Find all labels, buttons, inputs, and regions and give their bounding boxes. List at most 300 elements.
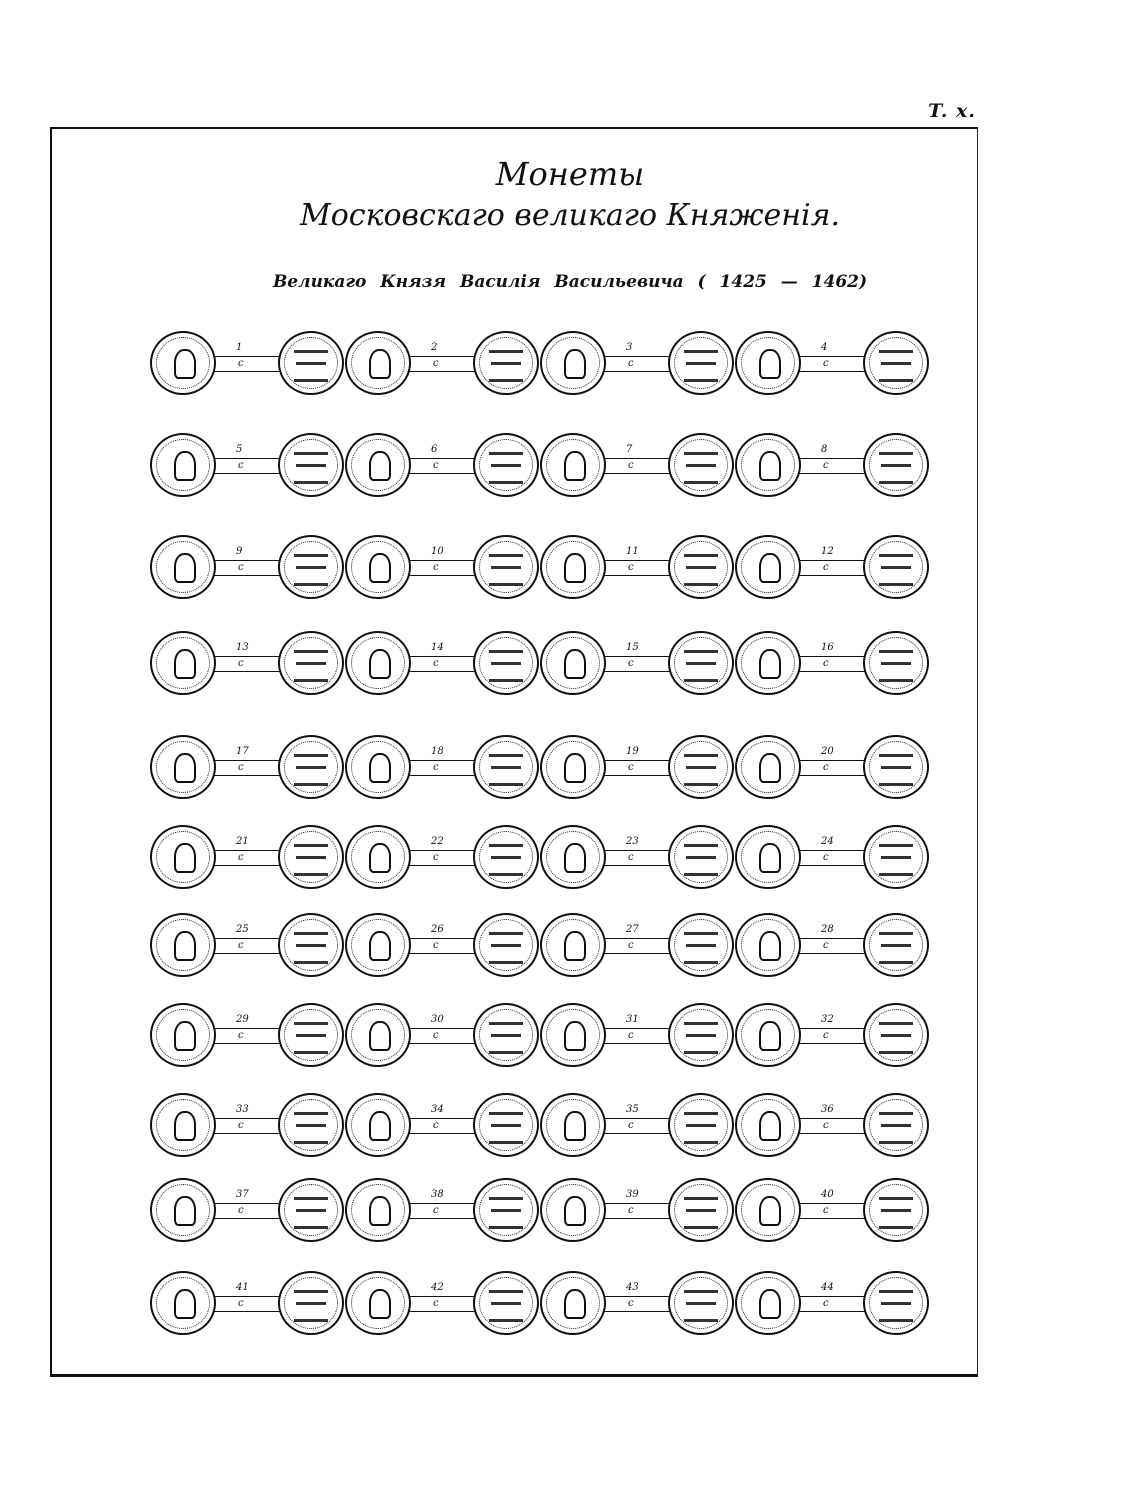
coin-obverse (540, 735, 606, 799)
rider-figure-icon (759, 349, 781, 379)
coin-reverse (473, 1178, 539, 1242)
coin-mark: c (823, 1205, 829, 1216)
coin-pair (540, 522, 740, 612)
coin-pair (150, 1080, 350, 1170)
coin-number: 19 (626, 746, 639, 757)
coin-mark: c (823, 562, 829, 573)
coin-number: 35 (626, 1104, 639, 1115)
coin-reverse (473, 631, 539, 695)
coin-pair (540, 812, 740, 902)
rider-figure-icon (564, 1196, 586, 1226)
coin-mark: c (823, 460, 829, 471)
coin-pair (345, 900, 545, 990)
coin-mark: c (433, 1298, 439, 1309)
rider-figure-icon (564, 1021, 586, 1051)
coin-reverse (668, 825, 734, 889)
inscription-lines-icon (489, 452, 523, 484)
coin-pair (345, 1165, 545, 1255)
coin-reverse (668, 433, 734, 497)
rider-figure-icon (369, 1111, 391, 1141)
coin-mark: c (823, 1298, 829, 1309)
coin-pair (150, 1258, 350, 1348)
coin-pair (540, 900, 740, 990)
coin-reverse (863, 1093, 929, 1157)
coin-link-bar (214, 760, 280, 776)
coin-obverse (345, 331, 411, 395)
coin-link-bar (214, 850, 280, 866)
plate-number: T. x. (928, 100, 976, 122)
coin-mark: c (238, 658, 244, 669)
coin-number: 3 (626, 342, 633, 353)
rider-figure-icon (759, 843, 781, 873)
rider-figure-icon (759, 931, 781, 961)
coin-link-bar (799, 760, 865, 776)
coin-mark: c (238, 1030, 244, 1041)
rider-figure-icon (564, 349, 586, 379)
coin-link-bar (604, 458, 670, 474)
inscription-lines-icon (879, 554, 913, 586)
coin-reverse (278, 331, 344, 395)
coin-number: 29 (236, 1014, 249, 1025)
coin-link-bar (409, 760, 475, 776)
coin-obverse (735, 825, 801, 889)
coin-number: 28 (821, 924, 834, 935)
inscription-lines-icon (684, 1197, 718, 1229)
coin-mark: c (433, 1205, 439, 1216)
coin-reverse (863, 1178, 929, 1242)
coin-obverse (150, 825, 216, 889)
coin-reverse (473, 735, 539, 799)
coin-pair (150, 1165, 350, 1255)
coin-link-bar (409, 560, 475, 576)
coin-obverse (150, 1178, 216, 1242)
coin-link-bar (214, 1118, 280, 1134)
inscription-lines-icon (294, 754, 328, 786)
coin-link-bar (799, 1028, 865, 1044)
coin-pair (540, 420, 740, 510)
coin-pair (735, 1080, 935, 1170)
rider-figure-icon (174, 1289, 196, 1319)
coin-pair (345, 1080, 545, 1170)
coin-obverse (345, 825, 411, 889)
rider-figure-icon (759, 1196, 781, 1226)
coin-reverse (863, 1003, 929, 1067)
rider-figure-icon (174, 843, 196, 873)
rider-figure-icon (369, 649, 391, 679)
coin-link-bar (604, 1296, 670, 1312)
coin-number: 9 (236, 546, 243, 557)
coin-mark: c (628, 1298, 634, 1309)
coin-pair (540, 722, 740, 812)
coin-link-bar (799, 1296, 865, 1312)
inscription-lines-icon (684, 1112, 718, 1144)
coin-number: 17 (236, 746, 249, 757)
coin-reverse (473, 331, 539, 395)
coin-mark: c (238, 358, 244, 369)
plate-subtitle: Великаго Князя Василія Васильевича ( 1425 — 1462) (272, 272, 868, 292)
inscription-lines-icon (879, 754, 913, 786)
coin-pair (735, 812, 935, 902)
coin-link-bar (409, 1028, 475, 1044)
coin-reverse (863, 433, 929, 497)
coin-link-bar (799, 458, 865, 474)
coin-obverse (540, 913, 606, 977)
coin-link-bar (214, 938, 280, 954)
rider-figure-icon (564, 451, 586, 481)
inscription-lines-icon (879, 844, 913, 876)
coin-obverse (345, 1093, 411, 1157)
coin-obverse (345, 1178, 411, 1242)
coin-link-bar (799, 1118, 865, 1134)
inscription-lines-icon (684, 554, 718, 586)
coin-number: 10 (431, 546, 444, 557)
coin-link-bar (409, 938, 475, 954)
coin-reverse (863, 535, 929, 599)
coin-reverse (863, 1271, 929, 1335)
coin-reverse (473, 1003, 539, 1067)
coin-pair (345, 722, 545, 812)
coin-number: 38 (431, 1189, 444, 1200)
rider-figure-icon (564, 1289, 586, 1319)
coin-link-bar (409, 1118, 475, 1134)
coin-obverse (345, 535, 411, 599)
inscription-lines-icon (489, 932, 523, 964)
coin-mark: c (238, 562, 244, 573)
rider-figure-icon (759, 451, 781, 481)
coin-reverse (668, 631, 734, 695)
coin-reverse (473, 1271, 539, 1335)
coin-mark: c (433, 1030, 439, 1041)
inscription-lines-icon (684, 932, 718, 964)
coin-number: 12 (821, 546, 834, 557)
inscription-lines-icon (489, 754, 523, 786)
coin-reverse (668, 535, 734, 599)
coin-obverse (150, 631, 216, 695)
inscription-lines-icon (684, 1022, 718, 1054)
coin-pair (150, 618, 350, 708)
plate-title: Монеты (495, 155, 645, 193)
coin-number: 18 (431, 746, 444, 757)
inscription-lines-icon (879, 932, 913, 964)
coin-obverse (150, 433, 216, 497)
coin-obverse (540, 433, 606, 497)
coin-obverse (540, 1093, 606, 1157)
rider-figure-icon (174, 349, 196, 379)
rider-figure-icon (174, 1111, 196, 1141)
rider-figure-icon (174, 753, 196, 783)
coin-obverse (735, 913, 801, 977)
coin-number: 21 (236, 836, 249, 847)
coin-pair (735, 1258, 935, 1348)
coin-obverse (150, 1003, 216, 1067)
coin-number: 22 (431, 836, 444, 847)
coin-number: 34 (431, 1104, 444, 1115)
coin-pair (540, 618, 740, 708)
coin-pair (735, 420, 935, 510)
coin-link-bar (214, 656, 280, 672)
rider-figure-icon (369, 753, 391, 783)
inscription-lines-icon (879, 350, 913, 382)
coin-link-bar (799, 850, 865, 866)
coin-link-bar (604, 1203, 670, 1219)
coin-reverse (863, 631, 929, 695)
rider-figure-icon (759, 649, 781, 679)
coin-pair (345, 420, 545, 510)
coin-reverse (278, 1271, 344, 1335)
coin-reverse (668, 331, 734, 395)
inscription-lines-icon (684, 1290, 718, 1322)
coin-pair (345, 1258, 545, 1348)
inscription-lines-icon (294, 932, 328, 964)
coin-obverse (735, 1093, 801, 1157)
coin-reverse (278, 1093, 344, 1157)
coin-mark: c (823, 358, 829, 369)
coin-number: 1 (236, 342, 243, 353)
rider-figure-icon (369, 931, 391, 961)
rider-figure-icon (564, 931, 586, 961)
inscription-lines-icon (489, 1112, 523, 1144)
coin-obverse (540, 1271, 606, 1335)
coin-number: 23 (626, 836, 639, 847)
inscription-lines-icon (684, 650, 718, 682)
coin-reverse (278, 1003, 344, 1067)
coin-mark: c (433, 852, 439, 863)
coin-pair (735, 318, 935, 408)
coin-obverse (735, 1271, 801, 1335)
coin-mark: c (823, 762, 829, 773)
coin-pair (540, 990, 740, 1080)
inscription-lines-icon (684, 452, 718, 484)
coin-number: 15 (626, 642, 639, 653)
coin-number: 31 (626, 1014, 639, 1025)
coin-mark: c (433, 460, 439, 471)
coin-obverse (540, 331, 606, 395)
coin-mark: c (628, 460, 634, 471)
inscription-lines-icon (684, 844, 718, 876)
coin-number: 14 (431, 642, 444, 653)
inscription-lines-icon (489, 1197, 523, 1229)
coin-mark: c (823, 940, 829, 951)
coin-number: 25 (236, 924, 249, 935)
coin-link-bar (409, 656, 475, 672)
coin-number: 13 (236, 642, 249, 653)
coin-reverse (473, 825, 539, 889)
coin-reverse (668, 735, 734, 799)
coin-pair (150, 318, 350, 408)
rider-figure-icon (174, 931, 196, 961)
coin-obverse (150, 535, 216, 599)
coin-number: 8 (821, 444, 828, 455)
coin-number: 41 (236, 1282, 249, 1293)
rider-figure-icon (564, 553, 586, 583)
coin-obverse (735, 631, 801, 695)
coin-mark: c (823, 658, 829, 669)
coin-obverse (345, 913, 411, 977)
inscription-lines-icon (879, 1022, 913, 1054)
inscription-lines-icon (879, 1112, 913, 1144)
inscription-lines-icon (294, 844, 328, 876)
coin-obverse (540, 1003, 606, 1067)
coin-reverse (863, 825, 929, 889)
coin-reverse (863, 913, 929, 977)
coin-pair (150, 722, 350, 812)
coin-number: 30 (431, 1014, 444, 1025)
coin-obverse (735, 331, 801, 395)
rider-figure-icon (174, 1196, 196, 1226)
coin-number: 4 (821, 342, 828, 353)
coin-reverse (668, 1271, 734, 1335)
coin-obverse (735, 735, 801, 799)
coin-obverse (540, 631, 606, 695)
coin-mark: c (628, 762, 634, 773)
coin-pair (150, 812, 350, 902)
plate-title-line2: Московскаго великаго Княженія. (299, 198, 841, 233)
coin-number: 20 (821, 746, 834, 757)
coin-link-bar (604, 560, 670, 576)
coin-obverse (735, 433, 801, 497)
inscription-lines-icon (489, 1022, 523, 1054)
coin-number: 7 (626, 444, 633, 455)
coin-reverse (473, 913, 539, 977)
inscription-lines-icon (489, 1290, 523, 1322)
coin-obverse (345, 433, 411, 497)
coin-pair (540, 1080, 740, 1170)
inscription-lines-icon (684, 350, 718, 382)
coin-obverse (735, 535, 801, 599)
coin-link-bar (409, 458, 475, 474)
coin-pair (150, 990, 350, 1080)
coin-obverse (735, 1003, 801, 1067)
coin-mark: c (238, 940, 244, 951)
rider-figure-icon (564, 843, 586, 873)
coin-pair (345, 618, 545, 708)
coin-obverse (540, 1178, 606, 1242)
rider-figure-icon (759, 1111, 781, 1141)
rider-figure-icon (759, 553, 781, 583)
coin-reverse (278, 433, 344, 497)
coin-number: 43 (626, 1282, 639, 1293)
coin-number: 5 (236, 444, 243, 455)
coin-number: 11 (626, 546, 639, 557)
coin-link-bar (214, 1028, 280, 1044)
rider-figure-icon (759, 753, 781, 783)
rider-figure-icon (564, 649, 586, 679)
coin-link-bar (409, 1296, 475, 1312)
coin-reverse (278, 825, 344, 889)
coin-mark: c (823, 852, 829, 863)
rider-figure-icon (369, 451, 391, 481)
coin-number: 42 (431, 1282, 444, 1293)
inscription-lines-icon (294, 452, 328, 484)
coin-reverse (473, 433, 539, 497)
coin-mark: c (628, 658, 634, 669)
coin-mark: c (238, 1205, 244, 1216)
coin-mark: c (433, 1120, 439, 1131)
coin-link-bar (799, 560, 865, 576)
rider-figure-icon (174, 451, 196, 481)
coin-mark: c (823, 1120, 829, 1131)
coin-link-bar (214, 458, 280, 474)
inscription-lines-icon (879, 452, 913, 484)
coin-number: 36 (821, 1104, 834, 1115)
coin-mark: c (238, 1298, 244, 1309)
rider-figure-icon (369, 349, 391, 379)
coin-mark: c (433, 358, 439, 369)
coin-mark: c (433, 562, 439, 573)
coin-pair (150, 900, 350, 990)
coin-link-bar (604, 1028, 670, 1044)
coin-mark: c (433, 658, 439, 669)
coin-link-bar (604, 1118, 670, 1134)
coin-mark: c (238, 1120, 244, 1131)
coin-number: 44 (821, 1282, 834, 1293)
inscription-lines-icon (489, 844, 523, 876)
coin-number: 37 (236, 1189, 249, 1200)
coin-link-bar (409, 850, 475, 866)
coin-link-bar (799, 938, 865, 954)
rider-figure-icon (759, 1289, 781, 1319)
coin-pair (735, 1165, 935, 1255)
inscription-lines-icon (489, 554, 523, 586)
coin-pair (345, 812, 545, 902)
coin-pair (735, 618, 935, 708)
coin-link-bar (604, 938, 670, 954)
coin-reverse (278, 535, 344, 599)
coin-mark: c (628, 1030, 634, 1041)
coin-link-bar (799, 1203, 865, 1219)
coin-link-bar (604, 656, 670, 672)
inscription-lines-icon (294, 554, 328, 586)
coin-mark: c (823, 1030, 829, 1041)
coin-number: 32 (821, 1014, 834, 1025)
rider-figure-icon (369, 1196, 391, 1226)
coin-pair (735, 990, 935, 1080)
coin-number: 24 (821, 836, 834, 847)
coin-obverse (540, 535, 606, 599)
coin-link-bar (799, 656, 865, 672)
coin-pair (345, 990, 545, 1080)
coin-number: 16 (821, 642, 834, 653)
rider-figure-icon (174, 649, 196, 679)
coin-number: 39 (626, 1189, 639, 1200)
coin-reverse (863, 331, 929, 395)
coin-obverse (345, 1003, 411, 1067)
coin-reverse (668, 913, 734, 977)
rider-figure-icon (564, 753, 586, 783)
rider-figure-icon (369, 843, 391, 873)
coin-reverse (278, 735, 344, 799)
inscription-lines-icon (294, 350, 328, 382)
coin-mark: c (628, 562, 634, 573)
coin-link-bar (409, 356, 475, 372)
coin-pair (540, 318, 740, 408)
inscription-lines-icon (489, 650, 523, 682)
inscription-lines-icon (879, 1197, 913, 1229)
coin-mark: c (628, 1120, 634, 1131)
rider-figure-icon (369, 553, 391, 583)
coin-link-bar (214, 1203, 280, 1219)
coin-pair (150, 522, 350, 612)
coin-number: 27 (626, 924, 639, 935)
rider-figure-icon (759, 1021, 781, 1051)
coin-number: 33 (236, 1104, 249, 1115)
coin-obverse (150, 331, 216, 395)
inscription-lines-icon (489, 350, 523, 382)
coin-obverse (150, 913, 216, 977)
coin-mark: c (238, 762, 244, 773)
coin-link-bar (409, 1203, 475, 1219)
coin-obverse (345, 735, 411, 799)
